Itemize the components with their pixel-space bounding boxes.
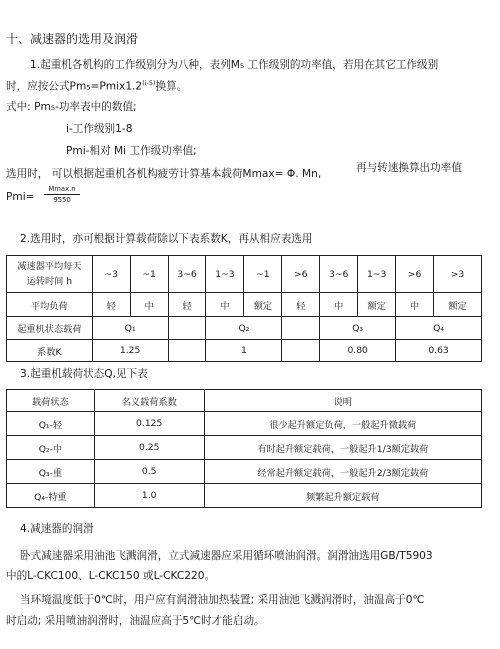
empty-cell: [282, 317, 320, 340]
desc-cell: 很少起升额定负荷，一般起升微载荷: [204, 412, 481, 436]
coef-cell: 1.0: [94, 484, 204, 508]
table-row: [7, 412, 482, 436]
k-row-label: 系数K: [7, 340, 93, 362]
state-cell: Q₄: [396, 317, 482, 340]
time-row-label: 减速器平均每天 运转时间 h: [7, 256, 93, 293]
load-cell: 额定: [244, 293, 282, 317]
load-cell: 轻: [92, 293, 130, 317]
paragraph-4-line-4: 时启动; 采用喷油润滑时，油温应高于5℃时才能启动。: [6, 615, 265, 627]
load-cell: 轻: [282, 293, 320, 317]
state-row: [7, 317, 482, 340]
state-cell: Q₃-重: [7, 460, 95, 484]
definition-pm5: 式中: Pm₅-功率表中的数值;: [6, 101, 137, 113]
load-cell: 中: [130, 293, 168, 317]
load-cell: 额定: [434, 293, 482, 317]
k-cell: 1.25: [92, 340, 168, 362]
empty-cell: [282, 340, 320, 362]
empty-cell: [168, 340, 206, 362]
fraction-denominator: 9550: [53, 196, 71, 204]
coef-cell: 0.125: [94, 412, 204, 436]
pmi-label: Pmi=: [6, 191, 35, 203]
time-row: [7, 256, 482, 293]
load-cell: 中: [320, 293, 358, 317]
state-cell: Q₁: [92, 317, 168, 340]
time-cell: ~3: [92, 256, 130, 293]
state-cell: Q₃: [320, 317, 396, 340]
load-state-table: [6, 389, 482, 508]
load-cell: 中: [396, 293, 434, 317]
paragraph-4-line-2: 中的L-CKC100、L-CKC150 或L-CKC220。: [6, 570, 216, 582]
state-row-label: 起重机状态载荷: [7, 317, 93, 340]
paragraph-4-title: 4.减速器的润滑: [20, 523, 94, 535]
time-cell: ~1: [130, 256, 168, 293]
coef-cell: 0.25: [94, 436, 204, 460]
paragraph-2: 2.选用时，亦可根据计算载荷除以下表系数K，再从相应表选用: [20, 233, 313, 245]
table-row: [7, 460, 482, 484]
definition-i: i-工作级别1-8: [66, 123, 133, 135]
time-cell: >3: [434, 256, 482, 293]
header-cell: 名义载荷系数: [94, 390, 204, 412]
formula-text: 时，应按公式Pm₅=Pmix1.2: [6, 80, 143, 93]
time-cell: ~1: [244, 256, 282, 293]
fraction-numerator: Mmax.n: [48, 185, 76, 193]
state-cell: Q₂-中: [7, 436, 95, 460]
time-cell: 1~3: [206, 256, 244, 293]
selection-line-tail: 再与转速换算出功率值: [356, 162, 462, 174]
desc-cell: 频繁起升额定载荷: [204, 484, 481, 508]
load-state-header: [7, 390, 482, 412]
state-cell: Q₁-轻: [7, 412, 95, 436]
formula-exponent: (i-5): [142, 79, 156, 87]
load-cell: 额定: [358, 293, 396, 317]
selection-line: 选用时， 可以根据起重机各机构疲劳计算基本载荷Mmax= Φ. Mn,: [6, 168, 322, 180]
empty-cell: [168, 317, 206, 340]
reducer-selection-table: [6, 255, 482, 362]
time-cell: >6: [396, 256, 434, 293]
pmi-fraction: [44, 185, 80, 204]
header-cell: 说明: [204, 390, 481, 412]
state-cell: Q₄-特重: [7, 484, 95, 508]
paragraph-1-line-2: [6, 76, 187, 94]
table-row: [7, 484, 482, 508]
load-cell: 轻: [168, 293, 206, 317]
k-cell: 0.63: [396, 340, 482, 362]
paragraph-1-line-1: 1.起重机各机构的工作级别分为八种，表列M₅ 工作级别的功率值，若用在其它工作级别: [30, 59, 439, 71]
k-cell: 0.80: [320, 340, 396, 362]
header-cell: 载荷状态: [7, 390, 95, 412]
desc-cell: 经常起升额定载荷，一般起升2/3额定载荷: [204, 460, 481, 484]
paragraph-3: 3.起重机载荷状态Q,见下表: [20, 368, 148, 380]
time-cell: >6: [282, 256, 320, 293]
coef-cell: 0.5: [94, 460, 204, 484]
table-row: [7, 436, 482, 460]
state-cell: Q₂: [206, 317, 282, 340]
fraction-bar: [44, 194, 80, 195]
load-row-label: 平均负荷: [7, 293, 93, 317]
desc-cell: 有时起升额定载荷，一般起升1/3额定载荷: [204, 436, 481, 460]
load-row: [7, 293, 482, 317]
k-cell: 1: [206, 340, 282, 362]
time-cell: 3~6: [320, 256, 358, 293]
paragraph-4-line-1: 卧式减速器采用油池飞溅润滑，立式减速器应采用循环喷油润滑。润滑油选用GB/T5903: [20, 550, 433, 562]
definition-pmi: Pmi-相对 Mi 工作级功率值;: [66, 145, 197, 157]
section-title: 十、减速器的选用及润滑: [6, 32, 139, 46]
time-cell: 1~3: [358, 256, 396, 293]
load-cell: 中: [206, 293, 244, 317]
time-cell: 3~6: [168, 256, 206, 293]
paragraph-4-line-3: 当环境温度低于0℃时，用户应有润滑油加热装置; 采用油池飞溅润滑时，油温高于0℃: [20, 594, 425, 606]
k-row: [7, 340, 482, 362]
formula-suffix: 换算。: [155, 80, 188, 93]
